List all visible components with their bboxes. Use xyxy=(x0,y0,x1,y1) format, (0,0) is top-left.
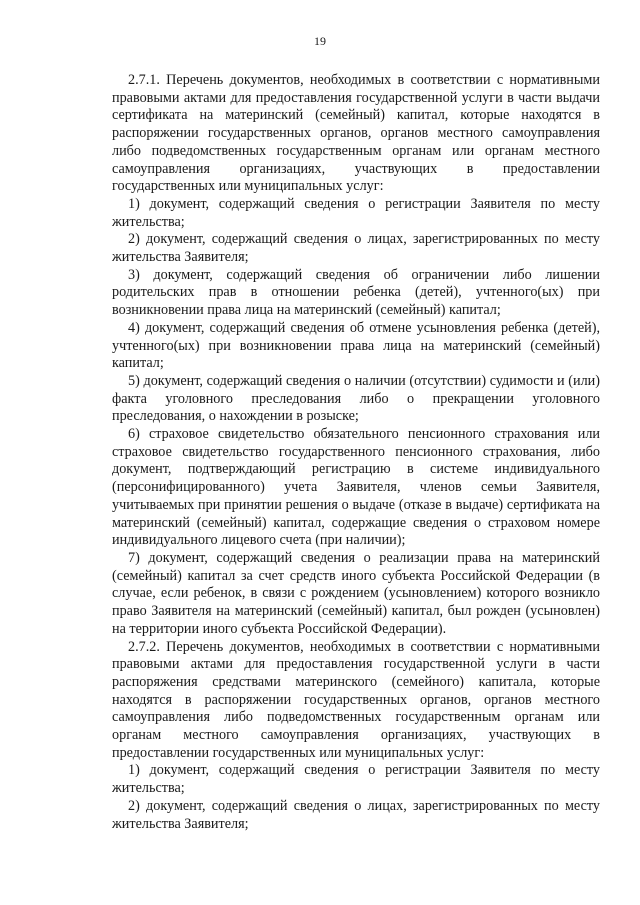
section-heading-2-7-2: 2.7.2. Перечень документов, необходимых в соответствии с нормативными правовыми актами для предоставления государственной услуги в части распоряжения средствами материнского (семейного) капитала, которые находятся в распоряжении государственных органов, органов местного самоуправления либо подведомственных государственным органам или органам местного самоуправления организациях, участвующих в предоставлении государственных или муниципальных услуг: xyxy=(112,638,600,761)
page-number: 19 xyxy=(314,34,326,48)
list-item: 7) документ, содержащий сведения о реализации права на материнский (семейный) капитал за счет средств иного субъекта Российской Федерации (в случае, если ребенок, в связи с рождением (усыновлением) которого возникло право Заявителя на материнский (семейный) капитал, был рожден (усыновлен) на территории иного субъекта Российской Федерации). xyxy=(112,549,600,637)
section-heading-2-7-1: 2.7.1. Перечень документов, необходимых в соответствии с нормативными правовыми актами для предоставления государственной услуги в части выдачи сертификата на материнский (семейный) капитал, которые находятся в распоряжении государственных органов, органов местного самоуправления либо подведомственных государственным органам или органам местного самоуправления организациях, участвующих в предоставлении государственных или муниципальных услуг: xyxy=(112,72,600,195)
document-body xyxy=(112,72,600,833)
list-item: 1) документ, содержащий сведения о регистрации Заявителя по месту жительства; xyxy=(112,762,600,797)
list-item: 2) документ, содержащий сведения о лицах, зарегистрированных по месту жительства Заявителя; xyxy=(112,231,600,266)
list-item: 1) документ, содержащий сведения о регистрации Заявителя по месту жительства; xyxy=(112,195,600,230)
list-item: 4) документ, содержащий сведения об отмене усыновления ребенка (детей), учтенного(ых) при возникновении права лица на материнский (семейный) капитал; xyxy=(112,319,600,372)
list-item: 6) страховое свидетельство обязательного пенсионного страхования или страховое свидетельство государственного пенсионного страхования, либо документ, подтверждающий регистрацию в системе индивидуального (персонифицированного) учета Заявителя, членов семьи Заявителя, учитываемых при принятии решения о выдаче (отказе в выдаче) сертификата на материнский (семейный) капитал, содержащие сведения о страховом номере индивидуального лицевого счета (при наличии); xyxy=(112,426,600,549)
list-item: 5) документ, содержащий сведения о наличии (отсутствии) судимости и (или) факта уголовного преследования либо о прекращении уголовного преследования, о нахождении в розыске; xyxy=(112,372,600,425)
list-item: 2) документ, содержащий сведения о лицах, зарегистрированных по месту жительства Заявителя; xyxy=(112,797,600,832)
list-item: 3) документ, содержащий сведения об ограничении либо лишении родительских прав в отношении ребенка (детей), учтенного(ых) при возникновении права лица на материнский (семейный) капитал; xyxy=(112,266,600,319)
